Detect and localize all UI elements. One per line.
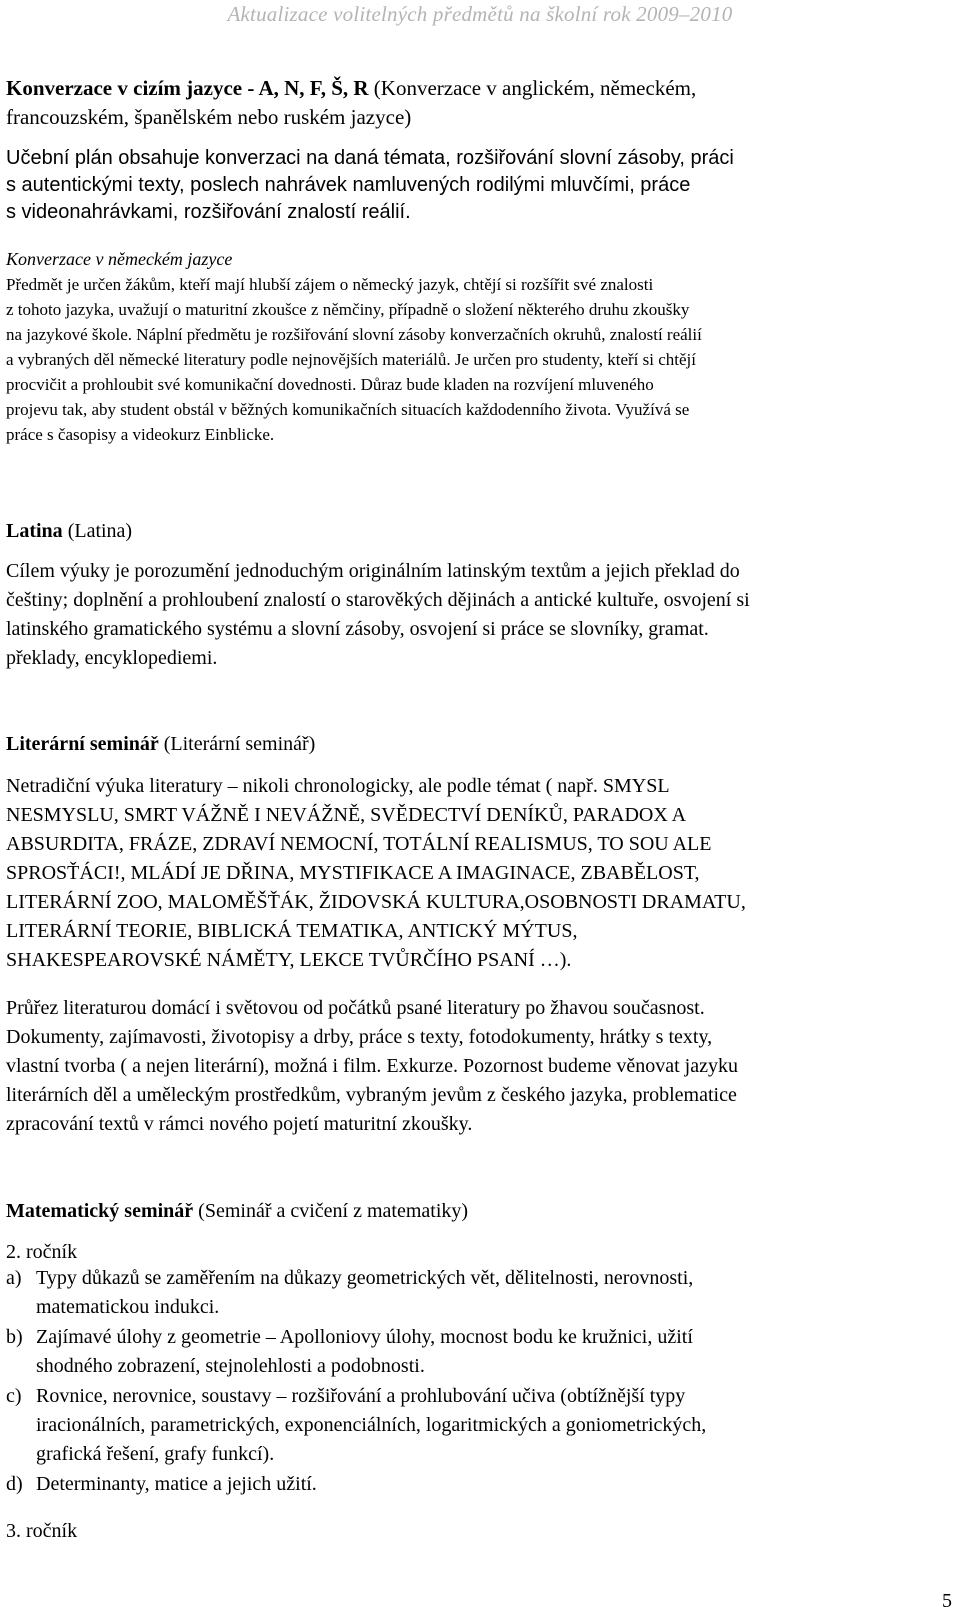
paragraph-line: vlastní tvorba ( a nejen literární), možná i film. Exkurze. Pozornost budeme věnovat jazyku	[6, 1055, 738, 1077]
paragraph-line: LITERÁRNÍ ZOO, MALOMĚŠŤÁK, ŽIDOVSKÁ KULTURA,OSOBNOSTI DRAMATU,	[6, 891, 746, 913]
list-item-line: matematickou indukci.	[36, 1296, 220, 1318]
latina-title-bold: Latina	[6, 520, 63, 542]
konverzace-title-bold: Konverzace v cizím jazyce - A, N, F, Š, R	[6, 76, 369, 100]
paragraph-line: LITERÁRNÍ TEORIE, BIBLICKÁ TEMATIKA, ANTICKÝ MÝTUS,	[6, 920, 578, 942]
paragraph-line: SHAKESPEAROVSKÉ NÁMĚTY, LEKCE TVŮRČÍHO PSANÍ …).	[6, 949, 572, 971]
konverzace-body	[6, 145, 734, 226]
paragraph-line: Průřez literaturou domácí i světovou od počátků psané literatury po žhavou současnost.	[6, 997, 705, 1019]
list-item-label: a)	[6, 1267, 22, 1289]
konverzace-title	[6, 74, 696, 132]
literarni-title-rest: (Literární seminář)	[158, 733, 316, 755]
page-number: 5	[942, 1590, 952, 1612]
paragraph-line: s autentickými texty, poslech nahrávek namluvených rodilými mluvčími, práce	[6, 174, 691, 196]
latina-title-rest: (Latina)	[62, 520, 133, 542]
paragraph-line: na jazykové škole. Náplní předmětu je rozšiřování slovní zásoby konverzačních okruhů, znalostí reálií	[6, 325, 702, 344]
list-item	[6, 1323, 706, 1381]
list-item-line: Typy důkazů se zaměřením na důkazy geometrických vět, dělitelnosti, nerovnosti,	[36, 1267, 694, 1289]
list-item	[6, 1382, 706, 1469]
page-header: Aktualizace volitelných předmětů na školní rok 2009–2010	[227, 2, 733, 26]
latina-body	[6, 557, 750, 673]
paragraph-line: latinského gramatického systému a slovní zásoby, osvojení si práce se slovníky, gramat.	[6, 618, 709, 640]
paragraph-line: Dokumenty, zajímavosti, životopisy a drby, práce s texty, fotodokumenty, hrátky s texty,	[6, 1026, 713, 1048]
nemecky-body	[6, 272, 702, 447]
list-item	[6, 1470, 706, 1499]
paragraph-line: SPROSŤÁCI!, MLÁDÍ JE DŘINA, MYSTIFIKACE A IMAGINACE, ZBABĚLOST,	[6, 862, 700, 884]
literarni-body-2	[6, 994, 738, 1139]
paragraph-line: NESMYSLU, SMRT VÁŽNĚ I NEVÁŽNĚ, SVĚDECTVÍ DENÍKŮ, PARADOX A	[6, 804, 687, 826]
list-item-line: Zajímavé úlohy z geometrie – Apolloniovy úlohy, mocnost bodu ke kružnici, užití	[36, 1326, 693, 1348]
paragraph-line: s videonahrávkami, rozšiřování znalostí reálií.	[6, 201, 411, 223]
paragraph-line: Učební plán obsahuje konverzaci na daná témata, rozšiřování slovní zásoby, práci	[6, 147, 734, 169]
list-item-line: Determinanty, matice a jejich užití.	[36, 1473, 317, 1495]
matematicky-title-bold: Matematický seminář	[6, 1200, 194, 1222]
matematicky-title	[6, 1198, 468, 1224]
paragraph-line: procvičit a prohloubit své komunikační dovednosti. Důraz bude kladen na rozvíjení mluveného	[6, 375, 654, 394]
matematicky-title-rest: (Seminář a cvičení z matematiky)	[193, 1200, 469, 1222]
matematicky-list	[6, 1264, 706, 1500]
year-3-heading: 3. ročník	[6, 1520, 78, 1542]
list-item-label: d)	[6, 1473, 23, 1495]
list-item-line: shodného zobrazení, stejnolehlosti a podobnosti.	[36, 1355, 425, 1377]
list-item-line: grafická řešení, grafy funkcí).	[36, 1443, 275, 1465]
paragraph-line: projevu tak, aby student obstál v běžných komunikačních situacích každodenního života. Využívá se	[6, 400, 690, 419]
nemecky-subtitle: Konverzace v německém jazyce	[6, 249, 233, 269]
konverzace-title-line2: francouzském, španělském nebo ruském jazyce)	[6, 105, 412, 129]
list-item-label: b)	[6, 1326, 23, 1348]
paragraph-line: z tohoto jazyka, uvažují o maturitní zkoušce z němčiny, případně o složení některého druhu zkoušky	[6, 300, 690, 319]
paragraph-line: literárních děl a uměleckým prostředkům, vybraným jevům z českého jazyka, problematice	[6, 1084, 737, 1106]
paragraph-line: Předmět je určen žákům, kteří mají hlubší zájem o německý jazyk, chtějí si rozšířit své znalosti	[6, 275, 654, 294]
year-2-heading: 2. ročník	[6, 1241, 78, 1263]
literarni-title	[6, 731, 315, 757]
literarni-title-bold: Literární seminář	[6, 733, 159, 755]
paragraph-line: ABSURDITA, FRÁZE, ZDRAVÍ NEMOCNÍ, TOTÁLNÍ REALISMUS, TO SOU ALE	[6, 833, 712, 855]
konverzace-title-rest: (Konverzace v anglickém, německém,	[368, 76, 697, 100]
literarni-body-1	[6, 772, 746, 975]
paragraph-line: zpracování textů v rámci nového pojetí maturitní zkoušky.	[6, 1113, 473, 1135]
paragraph-line: Cílem výuky je porozumění jednoduchým originálním latinským textům a jejich překlad do	[6, 560, 740, 582]
list-item-line: Rovnice, nerovnice, soustavy – rozšiřování a prohlubování učiva (obtížnější typy	[36, 1385, 686, 1407]
latina-title	[6, 518, 132, 544]
paragraph-line: češtiny; doplnění a prohloubení znalostí o starověkých dějinách a antické kultuře, osvojení si	[6, 589, 750, 611]
paragraph-line: Netradiční výuka literatury – nikoli chronologicky, ale podle témat ( např. SMYSL	[6, 775, 670, 797]
paragraph-line: a vybraných děl německé literatury podle nejnovějších materiálů. Je určen pro studenty, kteří si chtějí	[6, 350, 696, 369]
paragraph-line: překlady, encyklopediemi.	[6, 647, 218, 669]
list-item-line: iracionálních, parametrických, exponenciálních, logaritmických a goniometrických,	[36, 1414, 707, 1436]
paragraph-line: práce s časopisy a videokurz Einblicke.	[6, 425, 275, 444]
list-item-label: c)	[6, 1385, 22, 1407]
list-item	[6, 1264, 706, 1322]
